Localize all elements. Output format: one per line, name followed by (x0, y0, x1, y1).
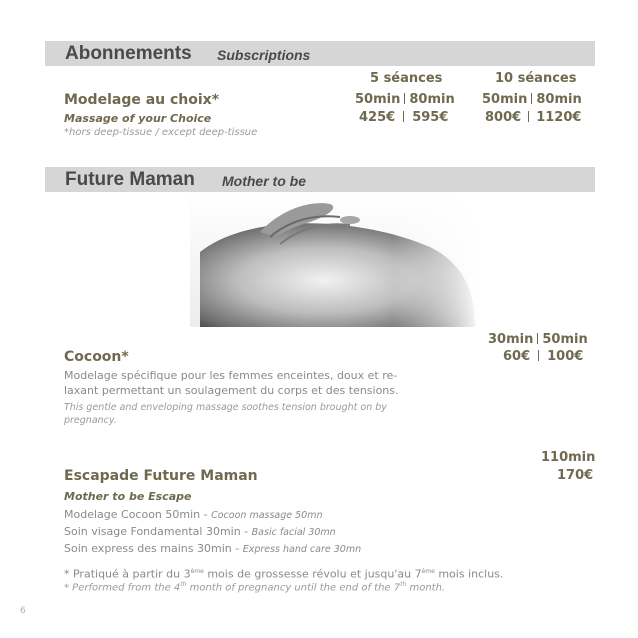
escapade-item: Soin express des mains 30min - Express hand care 30mn (64, 542, 362, 555)
pregnancy-belly-photo (190, 192, 480, 327)
cocoon-durations: 30min 50min (488, 332, 588, 347)
future-maman-header-bar (45, 167, 595, 192)
page-number: 6 (20, 606, 26, 616)
subscriptions-header-bar (45, 41, 595, 66)
cocoon-description-fr: Modelage spécifique pour les femmes enceintes, doux et re- laxant permettant un soulagement du corps et des tensions. (64, 369, 399, 397)
cocoon-description-en: This gentle and enveloping massage soothes tension brought on by pregnancy. (64, 402, 387, 426)
col-5-seances-title: 5 séances (370, 71, 443, 86)
escapade-subtitle: Mother to be Escape (64, 490, 192, 503)
escapade-title: Escapade Future Maman (64, 468, 258, 484)
modelage-title: Modelage au choix* (64, 92, 220, 108)
future-maman-title: Future Maman (65, 169, 195, 190)
escapade-items (64, 507, 361, 558)
subscriptions-title: Abonnements (65, 43, 192, 64)
col-10-seances-title: 10 séances (495, 71, 577, 86)
cocoon-prices: 60€ 100€ (503, 349, 584, 364)
future-maman-subtitle: Mother to be (222, 173, 306, 189)
col-10-prices: 800€ 1120€ (485, 110, 582, 125)
footnote-fr: * Pratiqué à partir du 3ème mois de grossesse révolu et jusqu'au 7ème mois inclus. (64, 567, 504, 581)
col-5-durations: 50min 80min (355, 92, 455, 107)
modelage-note: *hors deep-tissue / except deep-tissue (64, 127, 258, 138)
footnote-en: * Performed from the 4th month of pregnancy until the end of the 7th month. (64, 581, 446, 594)
escapade-price: 170€ (557, 468, 594, 483)
modelage-subtitle: Massage of your Choice (64, 112, 212, 125)
col-5-prices: 425€ 595€ (359, 110, 449, 125)
escapade-item: Soin visage Fondamental 30min - Basic facial 30mn (64, 525, 336, 538)
escapade-duration: 110min (541, 450, 596, 465)
subscriptions-subtitle: Subscriptions (217, 47, 311, 63)
col-10-durations: 50min 80min (482, 92, 582, 107)
escapade-item: Modelage Cocoon 50min - Cocoon massage 50mn (64, 508, 323, 521)
cocoon-title: Cocoon* (64, 349, 129, 365)
